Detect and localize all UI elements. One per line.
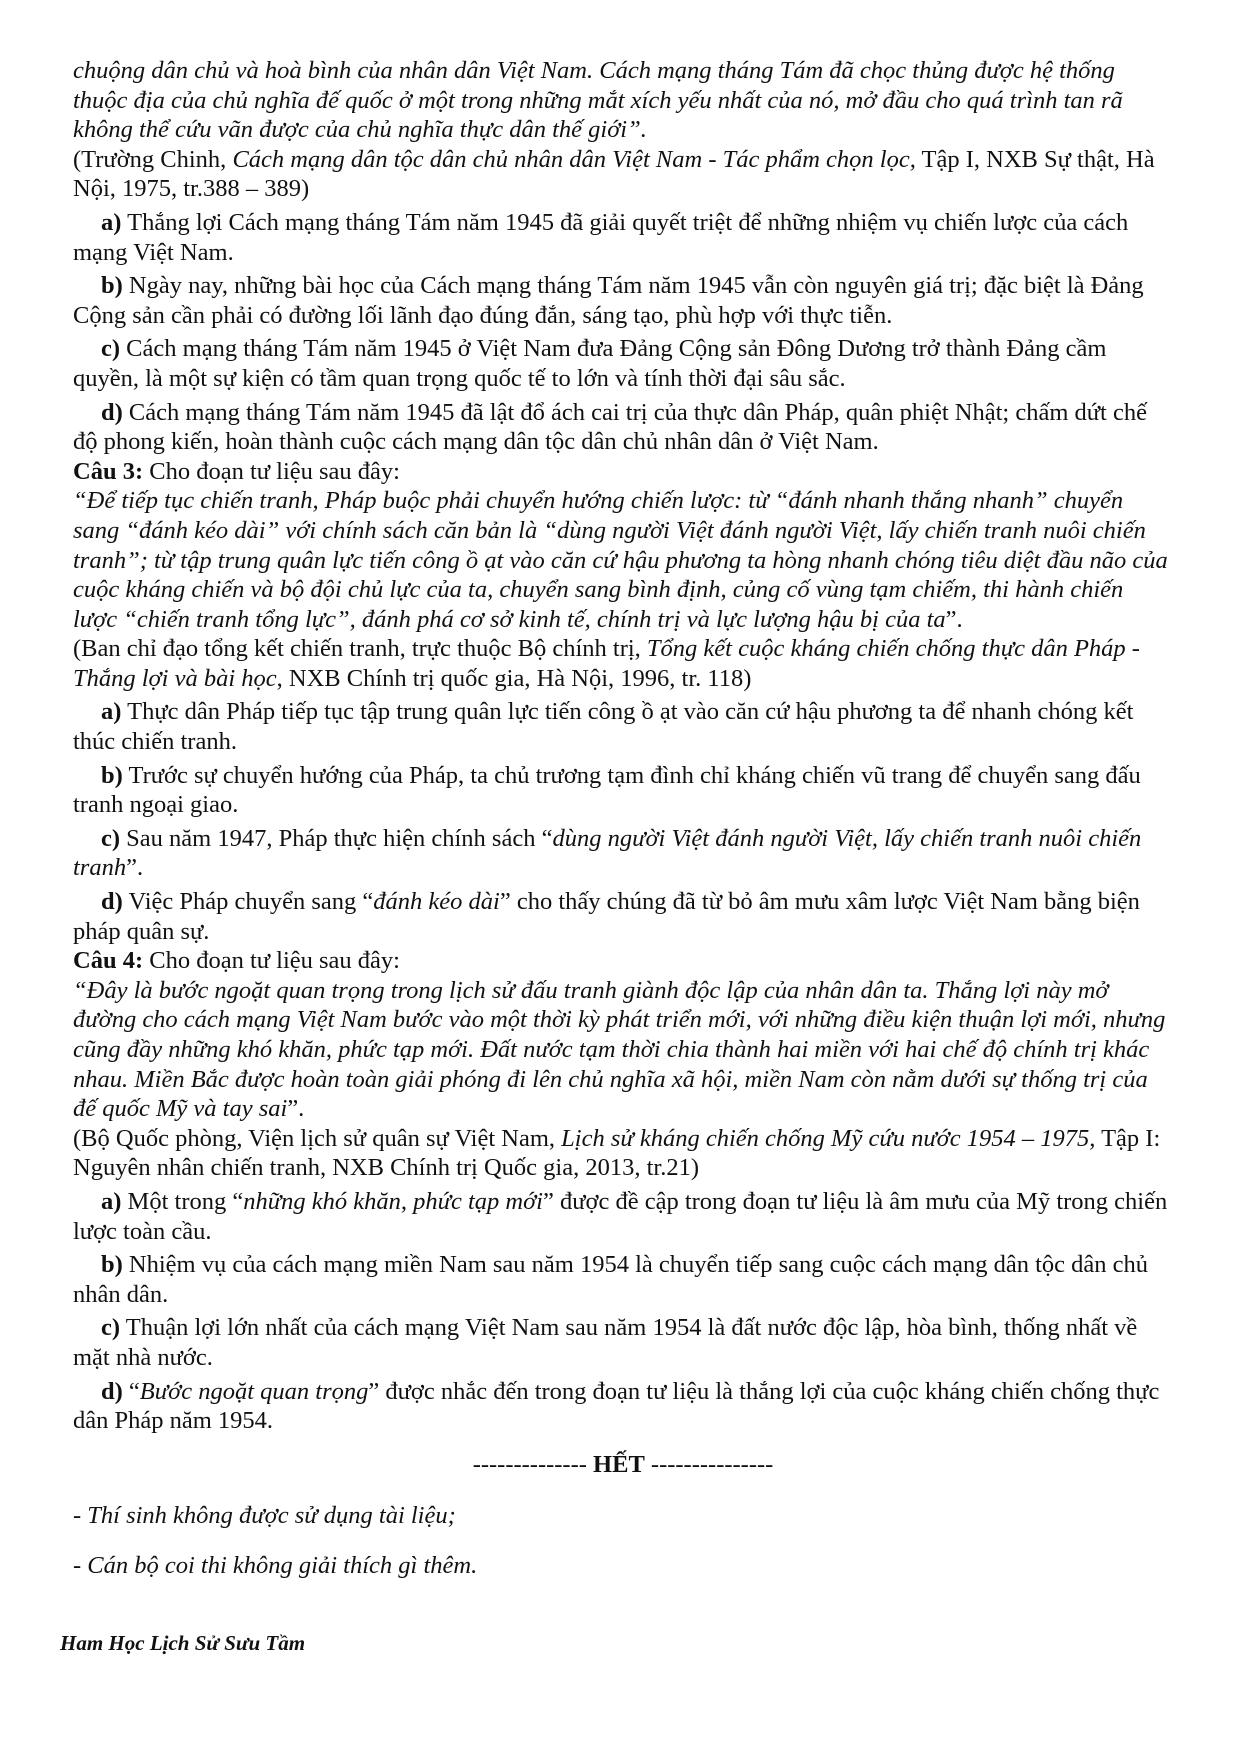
quote-source: (Trường Chinh, Cách mạng dân tộc dân chủ nhân dân Việt Nam - Tác phẩm chọn lọc, Tập I, NXB Sự thật, Hà Nội, 1975, tr.388 – 389) [73,145,1155,203]
exam-page [73,56,1173,1581]
quote-continuation: chuộng dân chủ và hoà bình của nhân dân Việt Nam. Cách mạng tháng Tám đã chọc thủng được hệ thống thuộc địa của chủ nghĩa đế quốc ở một trong những mắt xích yếu nhất của nó, mở đầu cho quá trình tan rã không thể cứu vãn được của chủ nghĩa thực dân thế giới”. [73,57,1123,144]
question-3-heading: Câu 3: Cho đoạn tư liệu sau đây: [73,457,400,485]
q4-statement-c: c) Thuận lợi lớn nhất của cách mạng Việt Nam sau năm 1954 là đất nước độc lập, hòa bình, thống nhất về mặt nhà nước. [73,1314,1138,1371]
question-3-source: (Ban chỉ đạo tổng kết chiến tranh, trực thuộc Bộ chính trị, Tổng kết cuộc kháng chiến chống thực dân Pháp - Thắng lợi và bài học, NXB Chính trị quốc gia, Hà Nội, 1996, tr. 118) [73,635,1140,692]
footer-credit: Ham Học Lịch Sử Sưu Tầm [60,1631,306,1655]
q4-statement-a: a) Một trong “những khó khăn, phức tạp mới” được đề cập trong đoạn tư liệu là âm mưu của Mỹ trong chiến lược toàn cầu. [73,1187,1168,1245]
statement-c: c) Cách mạng tháng Tám năm 1945 ở Việt Nam đưa Đảng Cộng sản Đông Dương trở thành Đảng cầm quyền, là một sự kiện có tầm quan trọng quốc tế to lớn và tính thời đại sâu sắc. [73,335,1107,392]
question-4-source: (Bộ Quốc phòng, Viện lịch sử quân sự Việt Nam, Lịch sử kháng chiến chống Mỹ cứu nước 1954 – 1975, Tập I: Nguyên nhân chiến tranh, NXB Chính trị Quốc gia, 2013, tr.21) [73,1124,1161,1182]
q3-statement-a: a) Thực dân Pháp tiếp tục tập trung quân lực tiến công ồ ạt vào căn cứ hậu phương ta để nhanh chóng kết thúc chiến tranh. [73,698,1134,756]
exam-note-1: - Thí sinh không được sử dụng tài liệu; [73,1502,456,1530]
statement-a: a) Thắng lợi Cách mạng tháng Tám năm 1945 đã giải quyết triệt để những nhiệm vụ chiến lược của cách mạng Việt Nam. [73,208,1129,266]
question-3-quote: “Để tiếp tục chiến tranh, Pháp buộc phải chuyển hướng chiến lược: từ “đánh nhanh thắng nhanh” chuyển sang “đánh kéo dài” với chính sách căn bản là “dùng người Việt đánh người Việt, lấy chiến tranh nuôi chiến tranh”; từ tập trung quân lực tiến công ồ ạt vào căn cứ hậu phương ta hòng nhanh chóng tiêu diệt đầu não của cuộc kháng chiến và bộ đội chủ lực của ta, chuyển sang bình định, củng cố vùng tạm chiếm, thi hành chiến lược “chiến tranh tổng lực”, đánh phá cơ sở kinh tế, chính trị và lực lượng hậu bị của ta”. [73,487,1168,633]
q4-statement-d: d) “Bước ngoặt quan trọng” được nhắc đến trong đoạn tư liệu là thắng lợi của cuộc kháng chiến chống thực dân Pháp năm 1954. [73,1377,1160,1435]
exam-note-2: - Cán bộ coi thi không giải thích gì thêm. [73,1551,478,1579]
end-marker: -------------- HẾT --------------- [472,1450,774,1478]
question-4-quote: “Đây là bước ngoặt quan trọng trong lịch sử đấu tranh giành độc lập của nhân dân ta. Thắng lợi này mở đường cho cách mạng Việt Nam bước vào một thời kỳ phát triển mới, với những điều kiện thuận lợi mới, nhưng cũng đầy những khó khăn, phức tạp mới. Đất nước tạm thời chia thành hai miền với hai chế độ chính trị khác nhau. Miền Bắc được hoàn toàn giải phóng đi lên chủ nghĩa xã hội, miền Nam còn nằm dưới sự thống trị của đế quốc Mỹ và tay sai”. [73,976,1166,1123]
statement-b: b) Ngày nay, những bài học của Cách mạng tháng Tám năm 1945 vẫn còn nguyên giá trị; đặc biệt là Đảng Cộng sản cần phải có đường lối lãnh đạo đúng đắn, sáng tạo, phù hợp với thực tiễn. [73,272,1144,329]
q3-statement-c: c) Sau năm 1947, Pháp thực hiện chính sách “dùng người Việt đánh người Việt, lấy chiến tranh nuôi chiến tranh”. [73,824,1142,882]
statement-d: d) Cách mạng tháng Tám năm 1945 đã lật đổ ách cai trị của thực dân Pháp, quân phiệt Nhật; chấm dứt chế độ phong kiến, hoàn thành cuộc cách mạng dân tộc dân chủ nhân dân ở Việt Nam. [73,398,1147,456]
q4-statement-b: b) Nhiệm vụ của cách mạng miền Nam sau năm 1954 là chuyển tiếp sang cuộc cách mạng dân tộc dân chủ nhân dân. [73,1251,1149,1308]
q3-statement-d: d) Việc Pháp chuyển sang “đánh kéo dài” cho thấy chúng đã từ bỏ âm mưu xâm lược Việt Nam bằng biện pháp quân sự. [73,888,1140,945]
q3-statement-b: b) Trước sự chuyển hướng của Pháp, ta chủ trương tạm đình chỉ kháng chiến vũ trang để chuyển sang đấu tranh ngoại giao. [73,761,1141,819]
question-4-heading: Câu 4: Cho đoạn tư liệu sau đây: [73,947,400,975]
